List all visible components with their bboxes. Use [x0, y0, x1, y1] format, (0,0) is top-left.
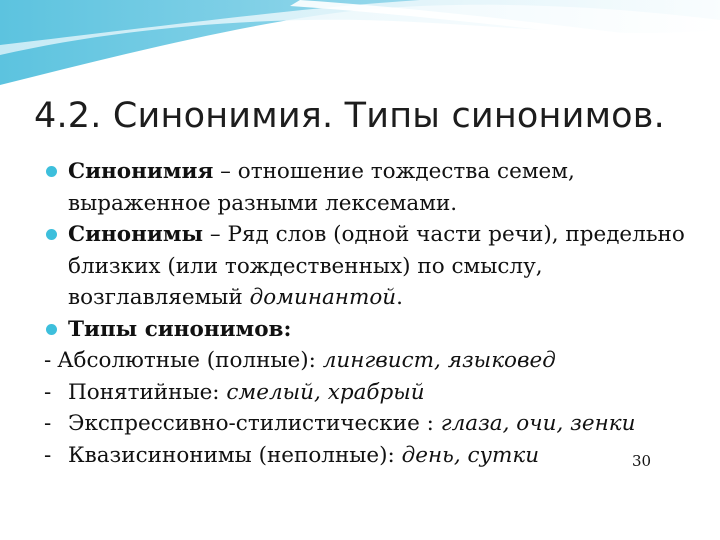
- type-expressive: [44, 408, 704, 440]
- term-synonymy: Синонимия: [68, 159, 214, 184]
- dash-marker: -: [44, 411, 52, 436]
- slide-title: 4.2. Синонимия. Типы синонимов.: [34, 96, 665, 136]
- term-synonyms: Синонимы: [68, 222, 204, 247]
- type-conceptual: [44, 377, 704, 409]
- type-examples: день, сутки: [401, 442, 540, 468]
- type-label: Экспрессивно-стилистические :: [68, 411, 441, 436]
- definition-synonymy: – отношение тождества семем, выраженное разными лексемами.: [68, 159, 575, 216]
- bullet-icon: [46, 324, 57, 335]
- list-item-synonymy: [44, 156, 704, 219]
- list-item-synonyms: [44, 219, 704, 314]
- bullet-icon: [46, 166, 57, 177]
- type-absolute: [44, 345, 704, 377]
- slide-body: [44, 156, 704, 471]
- dash-marker: -: [44, 442, 52, 468]
- header-wave-decoration: [0, 0, 720, 90]
- type-examples: глаза, очи, зенки: [440, 411, 636, 436]
- type-quasi: [44, 440, 704, 472]
- type-examples: лингвист, языковед: [322, 348, 556, 373]
- dash-marker: -: [44, 379, 52, 405]
- bullet-icon: [46, 229, 57, 240]
- page-number: 30: [632, 452, 652, 470]
- definition-synonyms-tail: .: [396, 285, 403, 310]
- type-label: Абсолютные (полные):: [57, 348, 323, 373]
- dash-marker: -: [44, 348, 52, 373]
- term-types: Типы синонимов:: [68, 316, 292, 342]
- list-item-types: [44, 314, 704, 346]
- type-examples: смелый, храбрый: [226, 379, 425, 405]
- type-label: Понятийные:: [68, 379, 227, 405]
- definition-synonyms: – Ряд слов (одной части речи), предельно близких (или тождественных) по смыслу, возглавляемый: [68, 222, 685, 310]
- definition-synonyms-italic: доминантой: [249, 285, 397, 310]
- type-label: Квазисинонимы (неполные):: [68, 442, 402, 468]
